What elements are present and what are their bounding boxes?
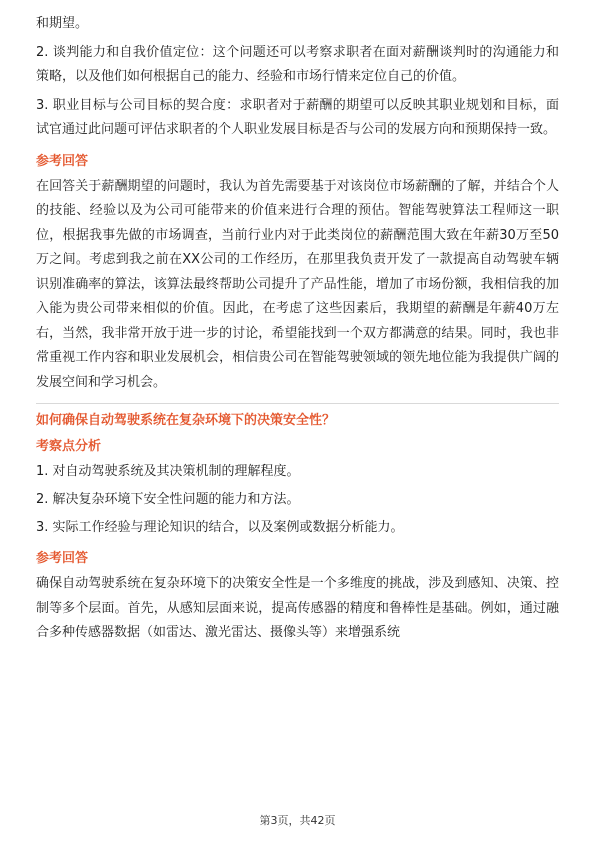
analysis-item: 1. 对自动驾驶系统及其决策机制的理解程度。 (36, 464, 300, 479)
analysis-label: 考察点分析 (36, 439, 102, 454)
page-number: 第3页，共42页 (259, 814, 336, 827)
continuation-text: 和期望。 (36, 16, 89, 31)
list-item: 3. 职业目标与公司目标的契合度：求职者对于薪酬的期望可以反映其职业规划和目标，面试官通过此问题可评估求职者的个人职业发展目标是否与公司的发展方向和预期保持一致。 (36, 97, 559, 137)
answer-label: 参考回答 (36, 153, 89, 169)
answer-text: 在回答关于薪酬期望的问题时，我认为首先需要基于对该岗位市场薪酬的了解，并结合个人的技能、经验以及为公司可能带来的价值来进行合理的预估。智能驾驶算法工程师这一职位，根据我事先做的市场调查，当前行业内对于此类岗位的薪酬范围大致在年薪30万至50万之间。考虑到我之前在XX公司的工作经历，在那里我负责开发了一款提高自动驾驶车辆识别准确率的算法，该算法最终帮助公司提升了产品性能，增加了市场份额，我相信我的加入能为贵公司带来相似的价值。因此，在考虑了这些因素后，我期望的薪酬是年薪40万左右，当然，我非常开放于进一步的讨论，希望能找到一个双方都满意的结果。同时，我也非常重视工作内容和职业发展机会，相信贵公司在智能驾驶领域的领先地位能为我提供广阔的发展空间和学习机会。 (36, 178, 559, 390)
list-item: 2. 谈判能力和自我价值定位：这个问题还可以考察求职者在面对薪酬谈判时的沟通能力和策略，以及他们如何根据自己的能力、经验和市场行情来定位自己的价值。 (36, 44, 559, 84)
answer-text: 确保自动驾驶系统在复杂环境下的决策安全性是一个多维度的挑战，涉及到感知、决策、控制等多个层面。首先，从感知层面来说，提高传感器的精度和鲁棒性是基础。例如，通过融合多种传感器数据（如雷达、激光雷达、摄像头等）来增强系统 (36, 576, 559, 640)
analysis-item: 3. 实际工作经验与理论知识的结合，以及案例或数据分析能力。 (36, 520, 404, 535)
question-title: 如何确保自动驾驶系统在复杂环境下的决策安全性？ (36, 413, 336, 428)
document-page (36, 12, 559, 646)
answer-label: 参考回答 (36, 551, 89, 566)
section-divider (36, 403, 559, 404)
analysis-item: 2. 解决复杂环境下安全性问题的能力和方法。 (36, 492, 300, 507)
